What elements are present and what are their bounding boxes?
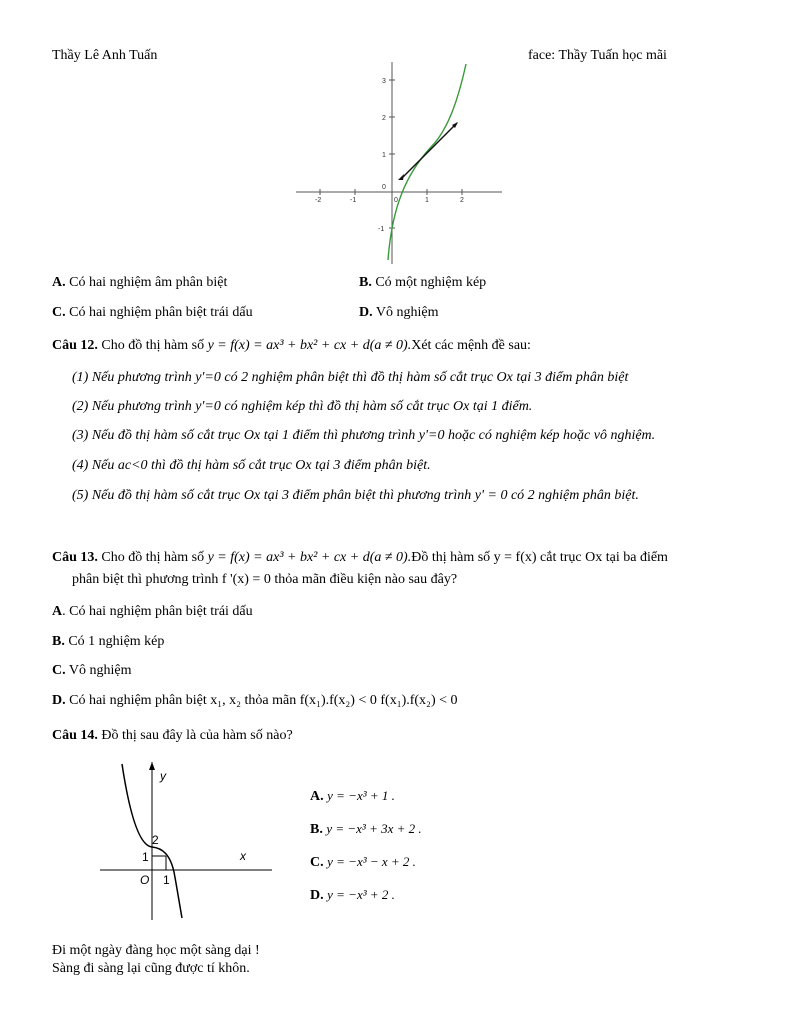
q12-statement-1: (1) Nếu phương trình y'=0 có 2 nghiệm phân biệt thì đồ thị hàm số cắt trục Ox tại 3 điểm phân biệt (72, 370, 629, 385)
x-tick-1: 1 (425, 197, 429, 204)
y-value-2: 2 (152, 833, 159, 847)
q13-question-line2: phân biệt thì phương trình f '(x) = 0 thỏa mãn điều kiện nào sau đây? (72, 572, 458, 587)
q14-option-c: C. y = −x³ − x + 2 . (310, 854, 416, 870)
tangent-line (402, 123, 457, 178)
q12-statement-3: (3) Nếu đồ thị hàm số cắt trục Ox tại 1 điểm thì phương trình y'=0 hoặc có nghiệm kép hoặc vô nghiệm. (72, 428, 656, 443)
x-tick-0: 0 (394, 197, 398, 204)
q11-option-d: D. Vô nghiệm (359, 305, 439, 320)
q14-option-d: D. y = −x³ + 2 . (310, 887, 395, 903)
footer-line-2: Sàng đi sàng lại cũng được tí khôn. (52, 961, 250, 976)
q13-option-a: A. Có hai nghiệm phân biệt trái dấu (52, 604, 253, 619)
q14-option-a: A. y = −x³ + 1 . (310, 788, 395, 804)
y-tick-2: 2 (382, 115, 386, 122)
q14-question: Câu 14. Đồ thị sau đây là của hàm số nào? (52, 728, 293, 743)
q14-option-b: B. y = −x³ + 3x + 2 . (310, 821, 422, 837)
q11-option-c: C. Có hai nghiệm phân biệt trái dấu (52, 305, 253, 320)
origin-label: O (140, 873, 150, 887)
x-axis-label: x (240, 849, 246, 863)
q11-option-b: B. Có một nghiệm kép (359, 275, 487, 290)
y-tick-0: 0 (382, 184, 386, 191)
x-tick-neg2: -2 (315, 197, 322, 204)
q12-question: Câu 12. Cho đồ thị hàm số y = f(x) = ax³ + bx² + cx + d(a ≠ 0).Xét các mệnh đề sau: (52, 338, 531, 353)
cubic-curve (388, 64, 466, 260)
x-tick-neg1: -1 (350, 197, 357, 204)
q12-statement-5: (5) Nếu đồ thị hàm số cắt trục Ox tại 3 điểm phân biệt thì phương trình y' = 0 có 2 nghiệm phân biệt. (72, 488, 639, 503)
cubic-graph-tangent (296, 62, 502, 264)
q12-statement-4: (4) Nếu ac<0 thì đồ thị hàm số cắt trục Ox tại 3 điểm phân biệt. (72, 458, 431, 473)
header-left: Thầy Lê Anh Tuấn (52, 48, 158, 63)
q11-option-a: A. Có hai nghiệm âm phân biệt (52, 275, 228, 290)
y-tick-1: 1 (382, 152, 386, 159)
y-axis-label: y (160, 769, 166, 783)
y-axis-arrow-icon (149, 762, 155, 770)
y-tick-neg1: -1 (378, 226, 385, 233)
cubic-graph-q14 (100, 762, 272, 920)
header-right: face: Thầy Tuấn học mãi (528, 48, 667, 63)
footer-line-1: Đi một ngày đàng học một sàng dại ! (52, 943, 260, 958)
x-value-1: 1 (163, 873, 170, 887)
y-tick-3: 3 (382, 78, 386, 85)
q13-option-d: D. Có hai nghiệm phân biệt x₁, x₂ thỏa mãn f(x₁).f(x₂) < 0 f(x₁).f(x₂) < 0 (52, 693, 458, 708)
q12-statement-2: (2) Nếu phương trình y'=0 có nghiệm kép thì đồ thị hàm số cắt trục Ox tại 1 điểm. (72, 399, 533, 414)
q13-option-b: B. Có 1 nghiệm kép (52, 634, 165, 649)
x-tick-2: 2 (460, 197, 464, 204)
q13-question: Câu 13. Cho đồ thị hàm số y = f(x) = ax³ + bx² + cx + d(a ≠ 0).Đồ thị hàm số y = f(x) cắt trục Ox tại ba điểm (52, 550, 668, 565)
q13-option-c: C. Vô nghiệm (52, 663, 132, 678)
y-value-1: 1 (142, 850, 149, 864)
tangent-arrow-left-icon (398, 174, 404, 180)
